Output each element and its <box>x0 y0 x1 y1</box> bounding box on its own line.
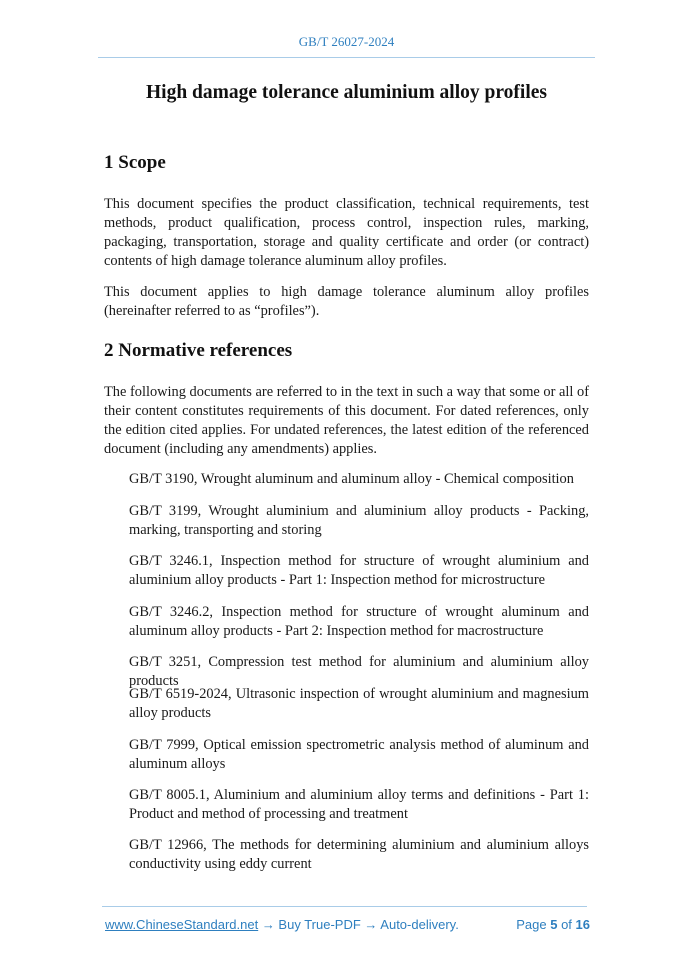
running-header: GB/T 26027-2024 <box>298 34 395 49</box>
page-footer <box>105 917 590 932</box>
page-label: Page <box>516 917 547 932</box>
reference-item: GB/T 12966, The methods for determining aluminium and aluminium alloys conductivity using eddy current <box>129 837 589 872</box>
reference-item: GB/T 3246.2, Inspection method for structure of wrought aluminum and aluminum alloy products - Part 2: Inspection method for macrostructure <box>129 604 589 639</box>
page-total: 16 <box>575 917 590 932</box>
page-current: 5 <box>550 917 558 932</box>
page-of-label: of <box>561 917 572 932</box>
reference-item: GB/T 7999, Optical emission spectrometric analysis method of aluminum and aluminum alloys <box>129 737 589 772</box>
reference-item: GB/T 3190, Wrought aluminum and aluminum alloy - Chemical composition <box>129 471 574 487</box>
chinesestandard-link[interactable]: www.ChineseStandard.net <box>105 917 259 932</box>
normative-references-intro: The following documents are referred to in the text in such a way that some or all of their content constitutes requirements of this document. For dated references, only the edition cited applies. For undated references, the latest edition of the referenced document (including any amendments) applies. <box>104 384 589 457</box>
reference-item: GB/T 3251, Compression test method for aluminium and aluminium alloy products <box>129 654 589 689</box>
section-heading-normative-references: 2 Normative references <box>104 340 293 361</box>
reference-item: GB/T 3199, Wrought aluminium and aluminium alloy products - Packing, marking, transporting and storing <box>129 503 589 538</box>
page-number <box>516 917 590 932</box>
footer-promo-text: → Buy True-PDF → Auto-delivery. <box>258 917 459 932</box>
document-title: High damage tolerance aluminium alloy profiles <box>145 82 547 103</box>
reference-item: GB/T 6519-2024, Ultrasonic inspection of wrought aluminium and magnesium alloy products <box>129 686 589 721</box>
footer-divider <box>102 906 587 907</box>
header-divider <box>98 57 595 58</box>
reference-item: GB/T 3246.1, Inspection method for structure of wrought aluminium and aluminium alloy products - Part 1: Inspection method for microstructure <box>129 553 589 588</box>
scope-paragraph-1: This document specifies the product classification, technical requirements, test methods, product qualification, process control, inspection rules, marking, packaging, transportation, storage and quality certificate and order (or contract) contents of high damage tolerance aluminum alloy profiles. <box>104 196 589 269</box>
section-heading-scope: 1 Scope <box>104 152 166 173</box>
reference-item: GB/T 8005.1, Aluminium and aluminium alloy terms and definitions - Part 1: Product and method of processing and treatment <box>129 787 589 822</box>
scope-paragraph-2: This document applies to high damage tolerance aluminum alloy profiles (hereinafter referred to as “profiles”). <box>104 284 589 319</box>
